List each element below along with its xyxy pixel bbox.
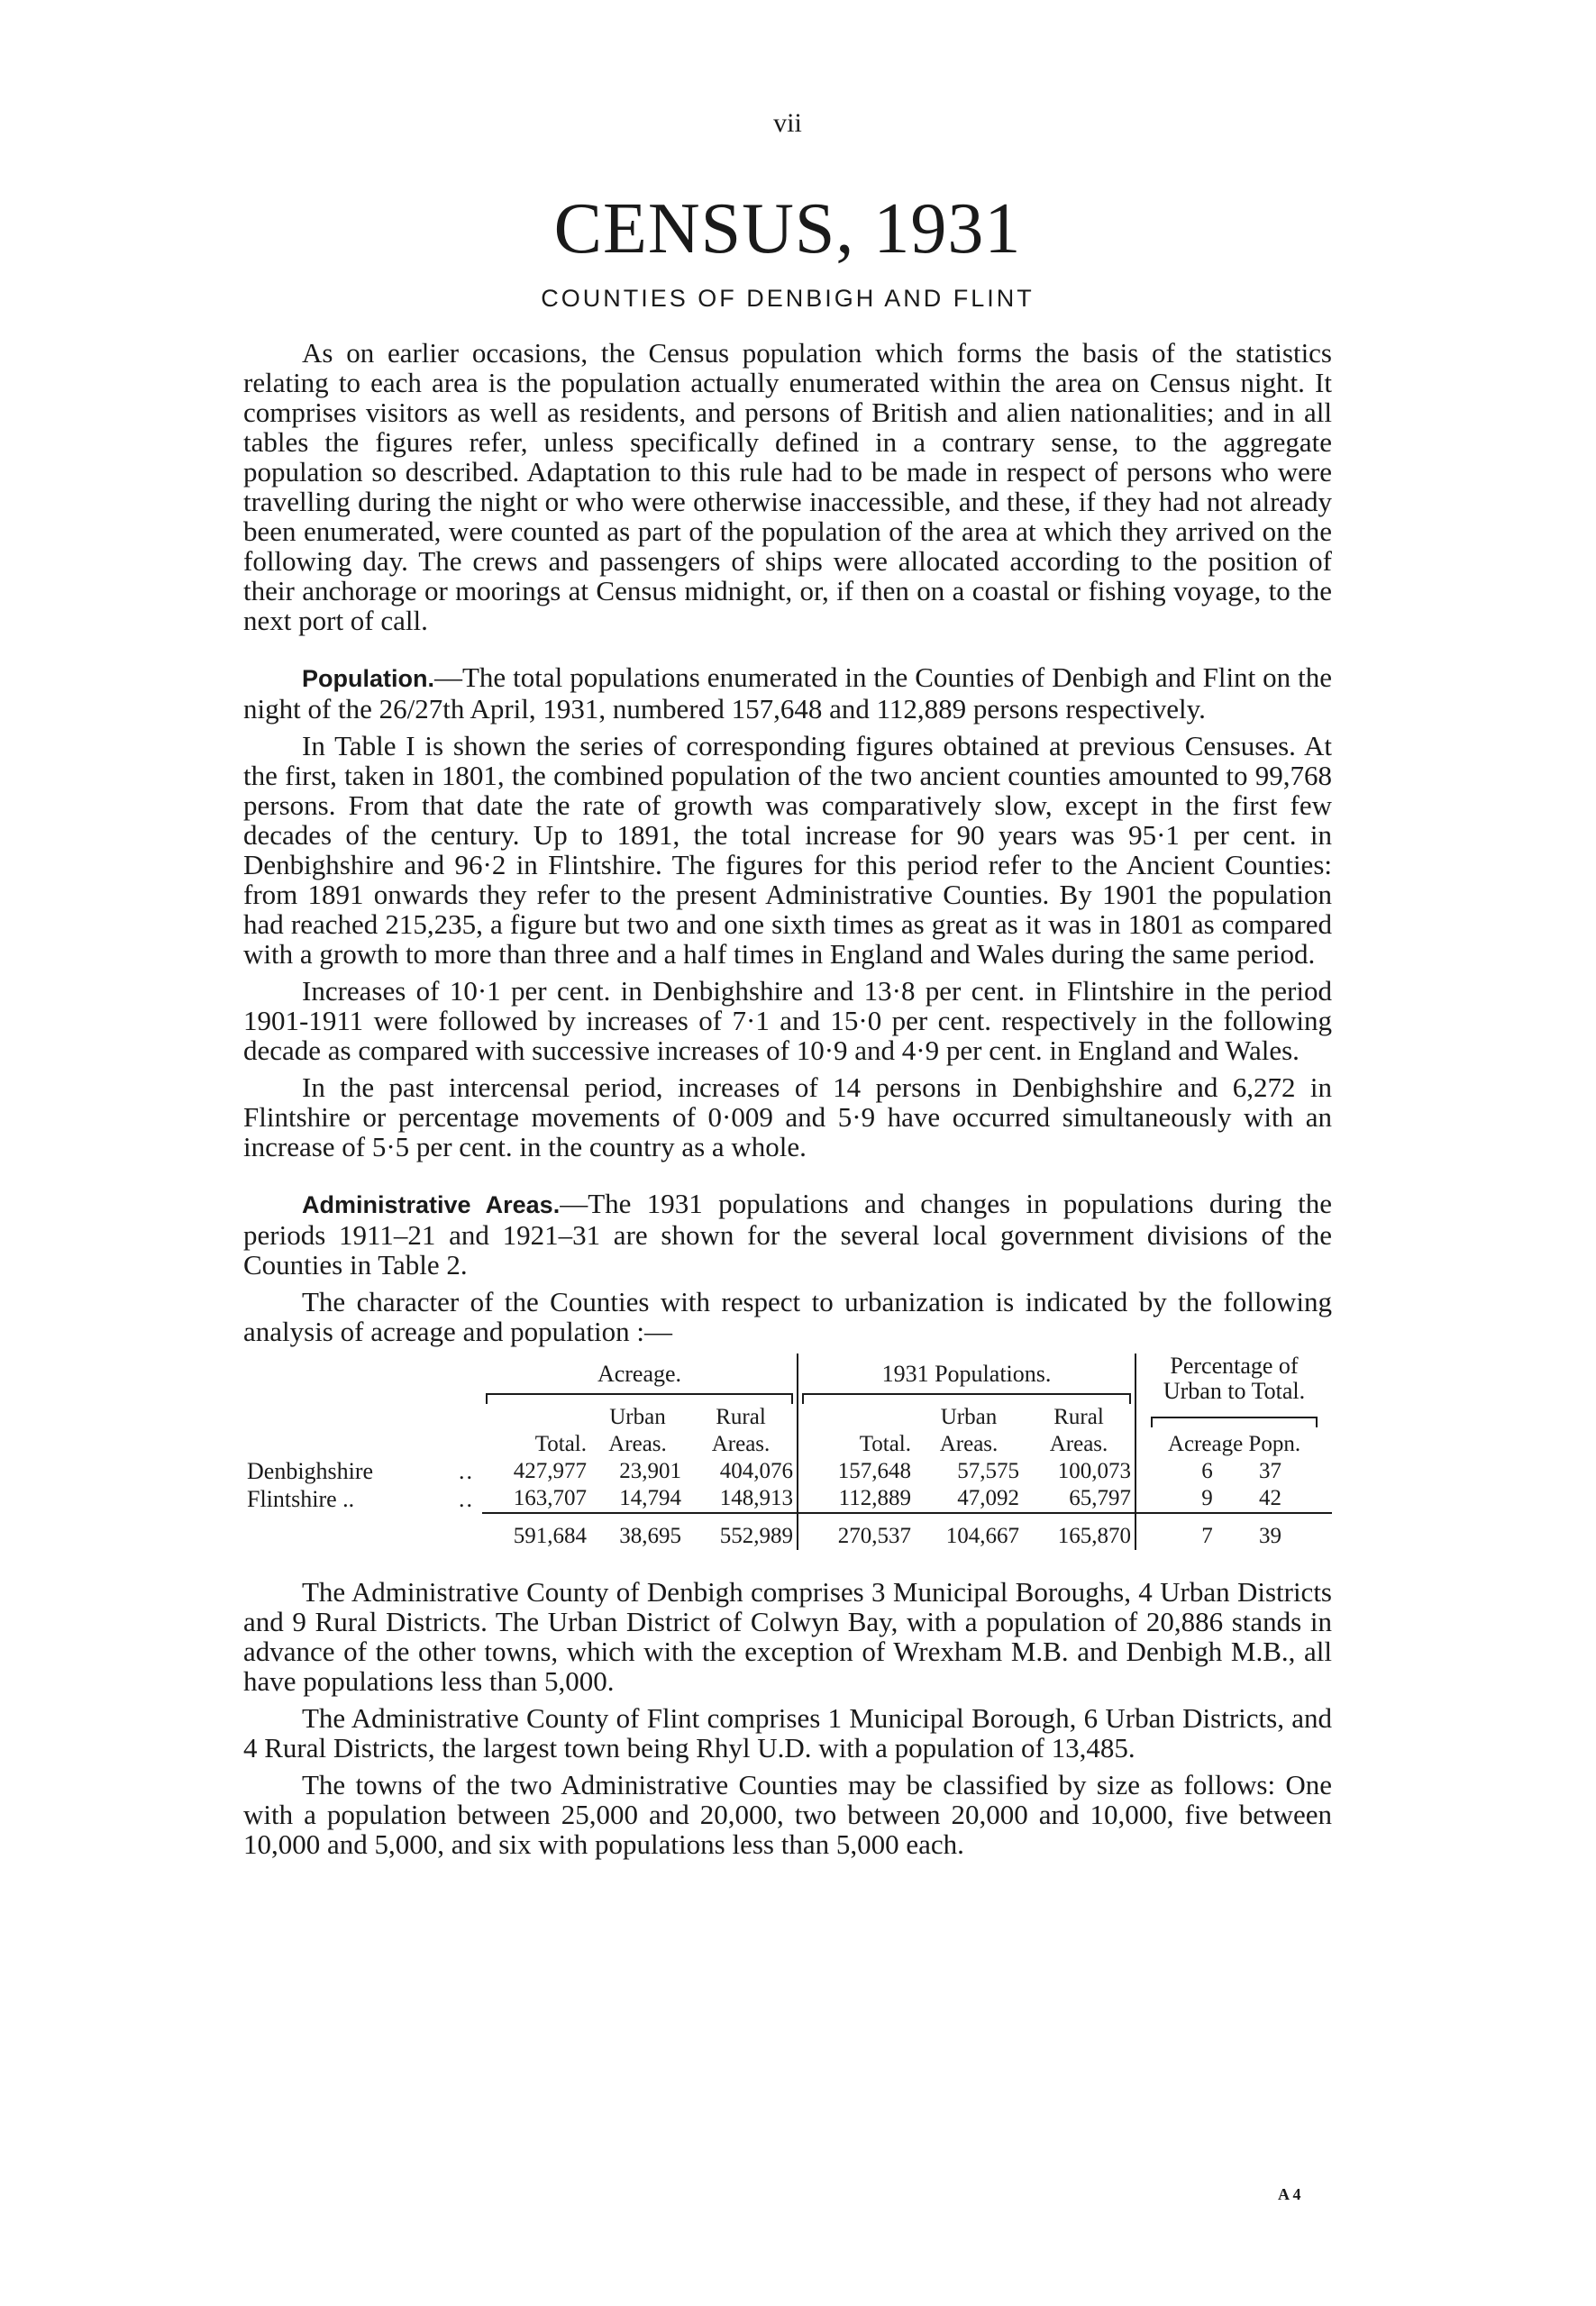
total-pop-urban: 104,667 — [915, 1513, 1023, 1550]
group-header-population: 1931 Populations. — [798, 1354, 1135, 1388]
cell-pop-urban: 57,575 — [957, 1459, 1019, 1483]
cell-pct — [1135, 1458, 1332, 1485]
section-heading-population: Population. — [302, 665, 434, 692]
paragraph-admin-areas — [243, 1189, 1332, 1280]
col-header-acr-rural: Rural Areas. — [711, 1405, 771, 1456]
cell-pct-acreage: 6 — [1201, 1459, 1213, 1483]
cell-pop-rural: 65,797 — [1069, 1486, 1131, 1510]
row-label: Denbighshire — [247, 1458, 374, 1484]
col-header-pop-total: Total. — [798, 1404, 915, 1458]
cell-acr-total: 427,977 — [513, 1459, 587, 1483]
section-heading-admin-areas: Administrative Areas. — [302, 1191, 561, 1218]
cell-pct-popn: 37 — [1259, 1459, 1281, 1483]
cell-pop-rural: 100,073 — [1057, 1459, 1131, 1483]
col-header-pop-urban: Urban Areas. — [939, 1405, 999, 1456]
paragraph-flint-admin: The Administrative County of Flint comprises 1 Municipal Borough, 6 Urban Districts, and 4 Rural Districts, the largest town being Rhyl U.D. with a population of 13,485. — [243, 1702, 1332, 1764]
brace-acreage — [486, 1393, 793, 1404]
paragraph-urbanization: The character of the Counties with respect to urbanization is indicated by the following analysis of acreage and population :— — [243, 1286, 1332, 1347]
table-row — [243, 1458, 1332, 1485]
cell-pct-popn: 42 — [1259, 1486, 1281, 1510]
row-leader: .. — [459, 1458, 474, 1484]
col-header-acr-total: Total. — [534, 1432, 587, 1456]
total-pop-rural: 165,870 — [1023, 1513, 1135, 1550]
row-leader: .. — [459, 1486, 474, 1512]
urbanization-table — [243, 1354, 1332, 1550]
paragraph-intro: As on earlier occasions, the Census population which forms the basis of the statistics relating to each area is the population actually enumerated within the area on Census night. It comprises visitors as well as residents, and persons of British and alien nationalities; and in all tables the figures refer, unless specifically defined in a contrary sense, to the aggregate population so described. Adaptation to this rule had to be made in respect of persons who were travelling during the night or who were otherwise inaccessible, and these, if they had not already been enumerated, were counted as part of the population of the area at which they arrived on the following day. The crews and passengers of ships were allocated according to the position of their anchorage or moorings at Census midnight, or, if then on a coastal or fishing voyage, to the next port of call. — [243, 337, 1332, 636]
cell-acr-total: 163,707 — [513, 1486, 587, 1510]
paragraph-denbigh-admin: The Administrative County of Denbigh comprises 3 Municipal Boroughs, 4 Urban Districts and 9 Rural Districts. The Urban District of Colwyn Bay, with a population of 20,886 stands in advance of the other towns, which with the exception of Wrexham M.B. and Denbigh M.B., all have populations less than 5,000. — [243, 1576, 1332, 1697]
col-header-pop-rural: Rural Areas. — [1049, 1405, 1108, 1456]
table-column-header — [243, 1404, 1332, 1458]
row-label: Flintshire .. — [247, 1486, 355, 1512]
cell-acr-urban: 23,901 — [619, 1459, 681, 1483]
total-pct — [1135, 1513, 1332, 1550]
paragraph-intercensal: In the past intercensal period, increases of 14 persons in Denbighshire and 6,272 in Flintshire or percentage movements of 0·009 and 5·9 have occurred simultaneously with an increase of 5·5 per cent. in the country as a whole. — [243, 1071, 1332, 1162]
brace-population — [802, 1393, 1131, 1404]
page — [243, 108, 1332, 1859]
paragraph-table1: In Table I is shown the series of corresponding figures obtained at previous Censuses. At the first, taken in 1801, the combined population of the two ancient counties amounted to 99,768 persons. From that date the rate of growth was comparatively slow, except in the first few decades of the century. Up to 1891, the total increase for 90 years was 95·1 per cent. in Denbighshire and 96·2 in Flintshire. The figures for this period refer to the Ancient Counties: from 1891 onwards they refer to the present Administrative Counties. By 1901 the population had reached 215,235, a figure but two and one sixth times as great as it was in 1801 as compared with a growth to more than three and a half times in England and Wales during the same period. — [243, 730, 1332, 970]
cell-pop-total: 112,889 — [798, 1485, 915, 1513]
cell-acr-urban: 14,794 — [619, 1486, 681, 1510]
total-acr-total: 591,684 — [482, 1513, 590, 1550]
total-pop-total: 270,537 — [798, 1513, 915, 1550]
signature-mark: A 4 — [1278, 2185, 1301, 2203]
table-group-header — [243, 1354, 1332, 1388]
cell-pop-total: 157,648 — [798, 1458, 915, 1485]
total-acr-urban: 38,695 — [590, 1513, 685, 1550]
page-number: vii — [773, 108, 802, 138]
cell-pop-urban: 47,092 — [957, 1486, 1019, 1510]
paragraph-towns-size: The towns of the two Administrative Counties may be classified by size as follows: One with a population between 25,000 and 20,000, two between 20,000 and 10,000, five between 10,000 and 5,000, and six with populations less than 5,000 each. — [243, 1769, 1332, 1860]
cell-acr-rural: 148,913 — [719, 1486, 793, 1510]
cell-pct — [1135, 1485, 1332, 1513]
paragraph-increases: Increases of 10·1 per cent. in Denbighshire and 13·8 per cent. in Flintshire in the period 1901-1911 were followed by increases of 7·1 and 15·0 per cent. respectively in the following decade as compared with successive increases of 10·9 and 4·9 per cent. in England and Wales. — [243, 975, 1332, 1066]
total-pct-popn: 39 — [1259, 1524, 1281, 1548]
col-header-pct — [1135, 1404, 1332, 1458]
total-acr-rural: 552,989 — [685, 1513, 798, 1550]
paragraph-admin-areas-text: —The 1931 populations and changes in populations during the periods 1911–21 and 1921–31 are shown for the several local government divisions of the Counties in Table 2. — [243, 1188, 1332, 1281]
col-header-pct-acreage: Acreage — [1167, 1432, 1244, 1456]
brace-percentage — [1151, 1417, 1318, 1427]
col-header-acr-urban: Urban Areas. — [608, 1405, 667, 1456]
cell-acr-rural: 404,076 — [719, 1459, 793, 1483]
page-subtitle: COUNTIES OF DENBIGH AND FLINT — [541, 285, 1035, 312]
table-total-row — [243, 1513, 1332, 1550]
paragraph-population-text: —The total populations enumerated in the Counties of Denbigh and Flint on the night of the 26/27th April, 1931, numbered 157,648 and 112,889 persons respectively. — [243, 661, 1332, 725]
table-row — [243, 1485, 1332, 1513]
col-header-pct-popn: Popn. — [1248, 1432, 1301, 1456]
group-header-percentage: Percentage of Urban to Total. — [1135, 1354, 1332, 1404]
page-title: CENSUS, 1931 — [553, 189, 1022, 269]
group-header-acreage: Acreage. — [597, 1361, 682, 1387]
paragraph-population — [243, 662, 1332, 724]
total-pct-acreage: 7 — [1201, 1524, 1213, 1548]
cell-pct-acreage: 9 — [1201, 1486, 1213, 1510]
